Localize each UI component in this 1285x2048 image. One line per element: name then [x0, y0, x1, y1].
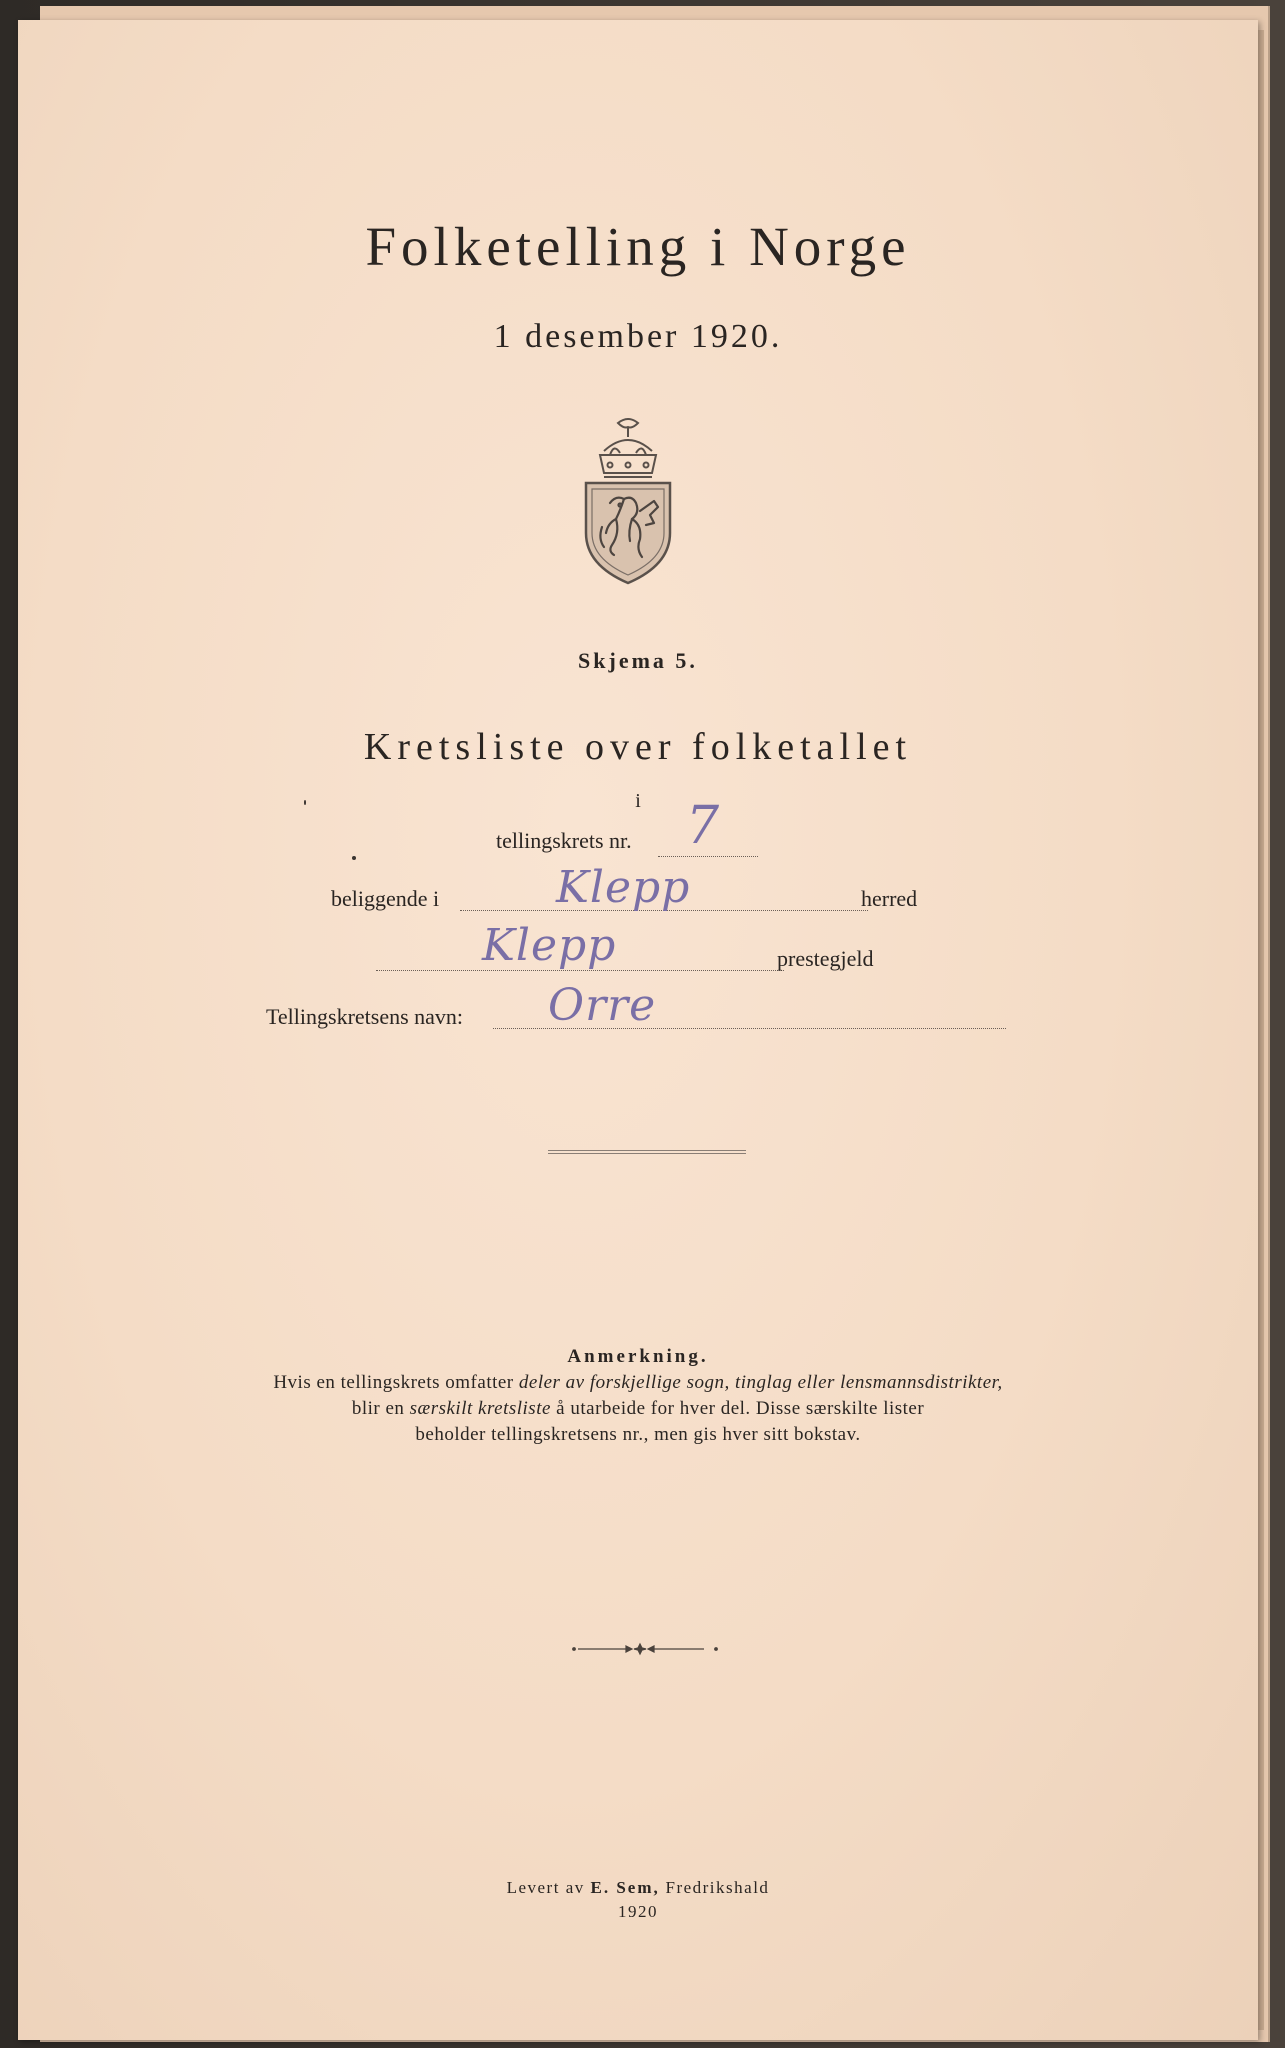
printer-name: E. Sem, [590, 1878, 660, 1897]
preposition-i: i [635, 790, 641, 812]
kretsnavn-value: Orre [548, 980, 657, 1031]
census-date: 1 desember 1920. [493, 318, 783, 355]
ink-speck [352, 856, 356, 860]
printer-prefix: Levert av [506, 1878, 591, 1897]
tellingskrets-label: tellingskrets nr. [496, 828, 632, 853]
prestegjeld-label: prestegjeld [777, 946, 874, 971]
prestegjeld-value: Klepp [482, 920, 617, 971]
note-heading: Anmerkning. [567, 1346, 709, 1367]
printer-year: 1920 [618, 1902, 658, 1921]
kretsnavn-label: Tellingskretsens navn: [266, 1004, 464, 1029]
beliggende-value: Klepp [556, 862, 691, 913]
note-line-3: beholder tellingskretsens nr., men gis hver sitt bokstav. [415, 1424, 861, 1445]
coat-of-arms-icon [580, 415, 676, 585]
ink-speck [304, 800, 306, 805]
note-line-2 [18, 1398, 1258, 1420]
page-title: Folketelling i Norge [365, 216, 911, 277]
herred-label: herred [861, 886, 918, 911]
ornament-divider-icon [570, 1642, 720, 1656]
form-number: Skjema 5. [578, 648, 698, 673]
census-form-page [18, 20, 1258, 2040]
printer-place: Fredrikshald [659, 1878, 770, 1897]
note-line-1 [18, 1372, 1258, 1394]
separator-rule [548, 1150, 746, 1154]
form-heading: Kretsliste over folketallet [363, 726, 913, 768]
note-line-1-a: Hvis en tellingskrets omfatter [273, 1372, 519, 1393]
printer-line [18, 1878, 1258, 1898]
note-line-2-a: blir en [351, 1398, 410, 1419]
tellingskrets-line [658, 856, 758, 857]
note-line-2-c: å utarbeide for hver del. Disse særskilte lister [550, 1398, 925, 1419]
note-line-1-b: deler av forskjellige sogn, tinglag eller lensmannsdistrikter, [518, 1372, 1003, 1393]
note-line-2-b: særskilt kretsliste [409, 1398, 551, 1419]
tellingskrets-value: 7 [686, 796, 721, 856]
beliggende-label: beliggende i [331, 886, 440, 911]
